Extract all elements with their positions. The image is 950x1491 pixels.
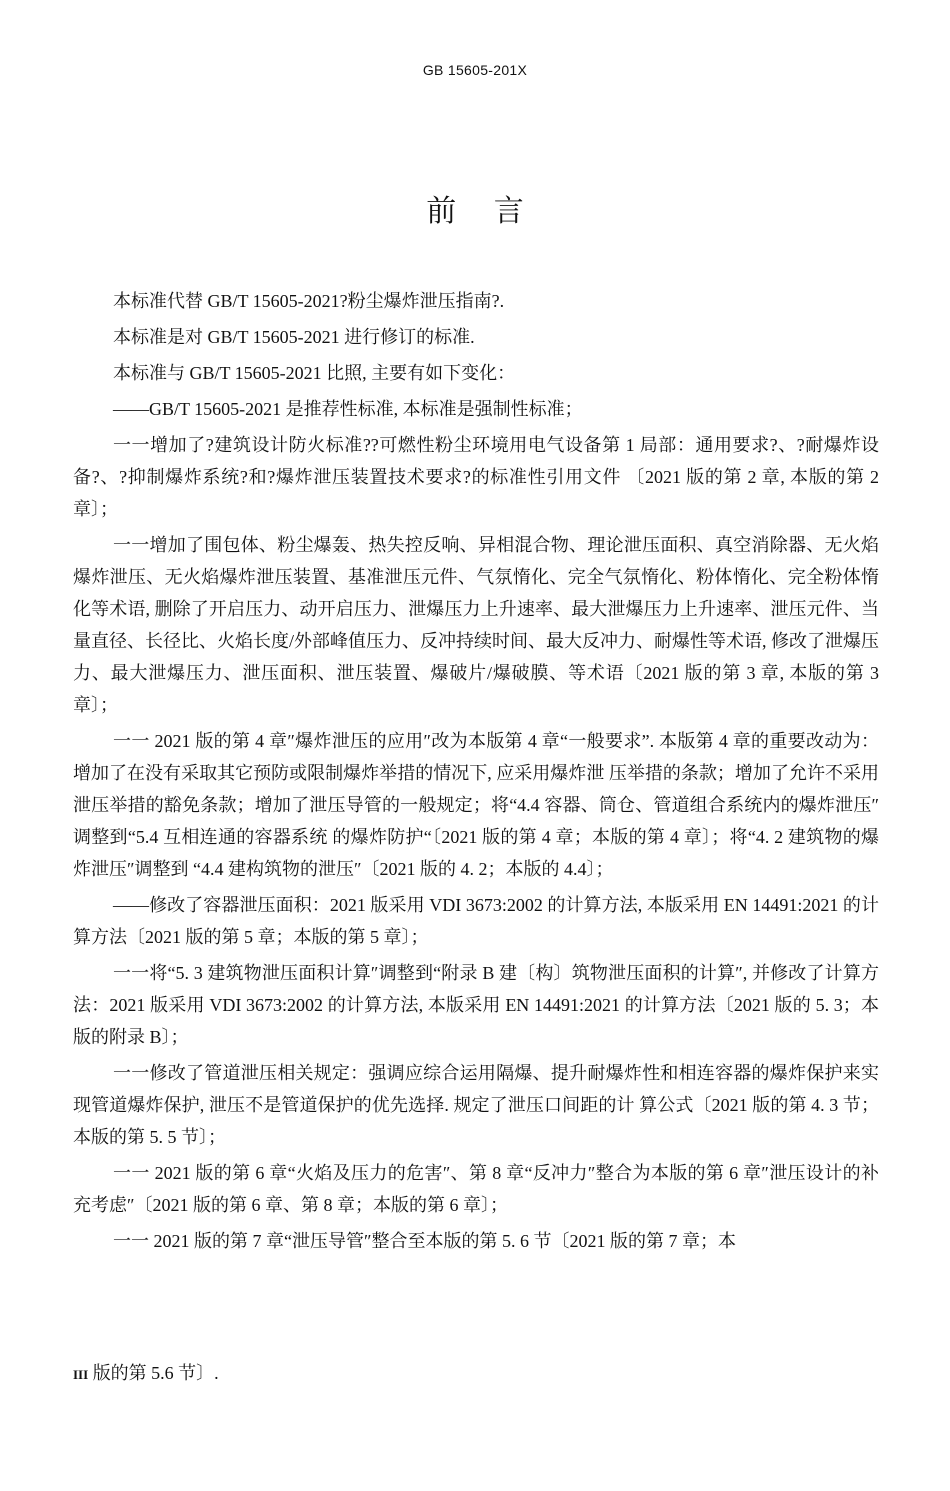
footer-continuation-text: 版的第 5.6 节〕. [88,1363,219,1383]
paragraph: 一一增加了?建筑设计防火标准??可燃性粉尘环境用电气设备第 1 局部：通用要求?、?耐爆炸设备?、?抑制爆炸系统?和?爆炸泄压装置技术要求?的标准性引用文件 〔2021 版的第 2 章, 本版的第 2 章〕； [73,435,879,519]
paragraph: ——修改了容器泄压面积：2021 版采用 VDI 3673:2002 的计算方法, 本版采用 EN 14491:2021 的计算方法〔2021 版的第 5 章；本版的第 5 章〕； [73,895,879,947]
document-body [73,285,879,1261]
page-number: III [73,1367,89,1382]
page-footer [73,1357,879,1391]
paragraph: 一一修改了管道泄压相关规定：强调应综合运用隔爆、提升耐爆炸性和相连容器的爆炸保护来实现管道爆炸保护, 泄压不是管道保护的优先选择. 规定了泄压口间距的计 算公式〔2021 版的第 4. 3 节；本版的第 5. 5 节〕； [73,1063,879,1147]
paragraph: 本标准代替 GB/T 15605-2021?粉尘爆炸泄压指南?. [113,291,505,311]
paragraph: 一一将“5. 3 建筑物泄压面积计算″调整到“附录 B 建〔构〕筑物泄压面积的计算″, 并修改了计算方法：2021 版采用 VDI 3673:2002 的计算方法, 本版采用 EN 14491:2021 的计算方法〔2021 版的 5. 3；本版的附录 B〕； [73,963,879,1047]
paragraph: 本标准与 GB/T 15605-2021 比照, 主要有如下变化： [113,363,516,383]
paragraph: 本标准是对 GB/T 15605-2021 进行修订的标准. [113,327,475,347]
paragraph: ——GB/T 15605-2021 是推荐性标准, 本标准是强制性标准； [113,399,583,419]
paragraph: 一一 2021 版的第 4 章″爆炸泄压的应用″改为本版第 4 章“一般要求”. 本版第 4 章的重要改动为：增加了在没有采取其它预防或限制爆炸举措的情况下, 应采用爆炸泄 压举措的条款；增加了允许不采用泄压举措的豁免条款；增加了泄压导管的一般规定；将“4.4 容器、筒仓、管道组合系统内的爆炸泄压″调整到“5.4 互相连通的容器系统 的爆炸防护“〔2021 版的第 4 章；本版的第 4 章〕；将“4. 2 建筑物的爆炸泄压″调整到 “4.4 建构筑物的泄压″〔2021 版的 4. 2；本版的 4.4〕； [73,731,879,879]
page-title: 前 言 [426,194,538,229]
document-code-header: GB 15605-201X [422,62,528,78]
paragraph: 一一 2021 版的第 6 章“火焰及压力的危害″、第 8 章“反冲力″整合为本版的第 6 章″泄压设计的补充考虑″〔2021 版的第 6 章、第 8 章；本版的第 6 章〕； [73,1163,879,1215]
paragraph: 一一增加了围包体、粉尘爆轰、热失控反响、异相混合物、理论泄压面积、真空消除器、无火焰爆炸泄压、无火焰爆炸泄压装置、基准泄压元件、气氛惰化、完全气氛惰化、粉体惰化、完全粉体惰化等术语, 删除了开启压力、动开启压力、泄爆压力上升速率、最大泄爆压力上升速率、泄压元件、当量直径、长径比、火焰长度/外部峰值压力、反冲持续时间、最大反冲力、耐爆性等术语, 修改了泄爆压力、最大泄爆压力、泄压面积、泄压装置、爆破片/爆破膜、等术语〔2021 版的第 3 章, 本版的第 3 章〕； [73,535,879,715]
paragraph: 一一 2021 版的第 7 章“泄压导管″整合至本版的第 5. 6 节〔2021 版的第 7 章；本 [113,1231,736,1251]
